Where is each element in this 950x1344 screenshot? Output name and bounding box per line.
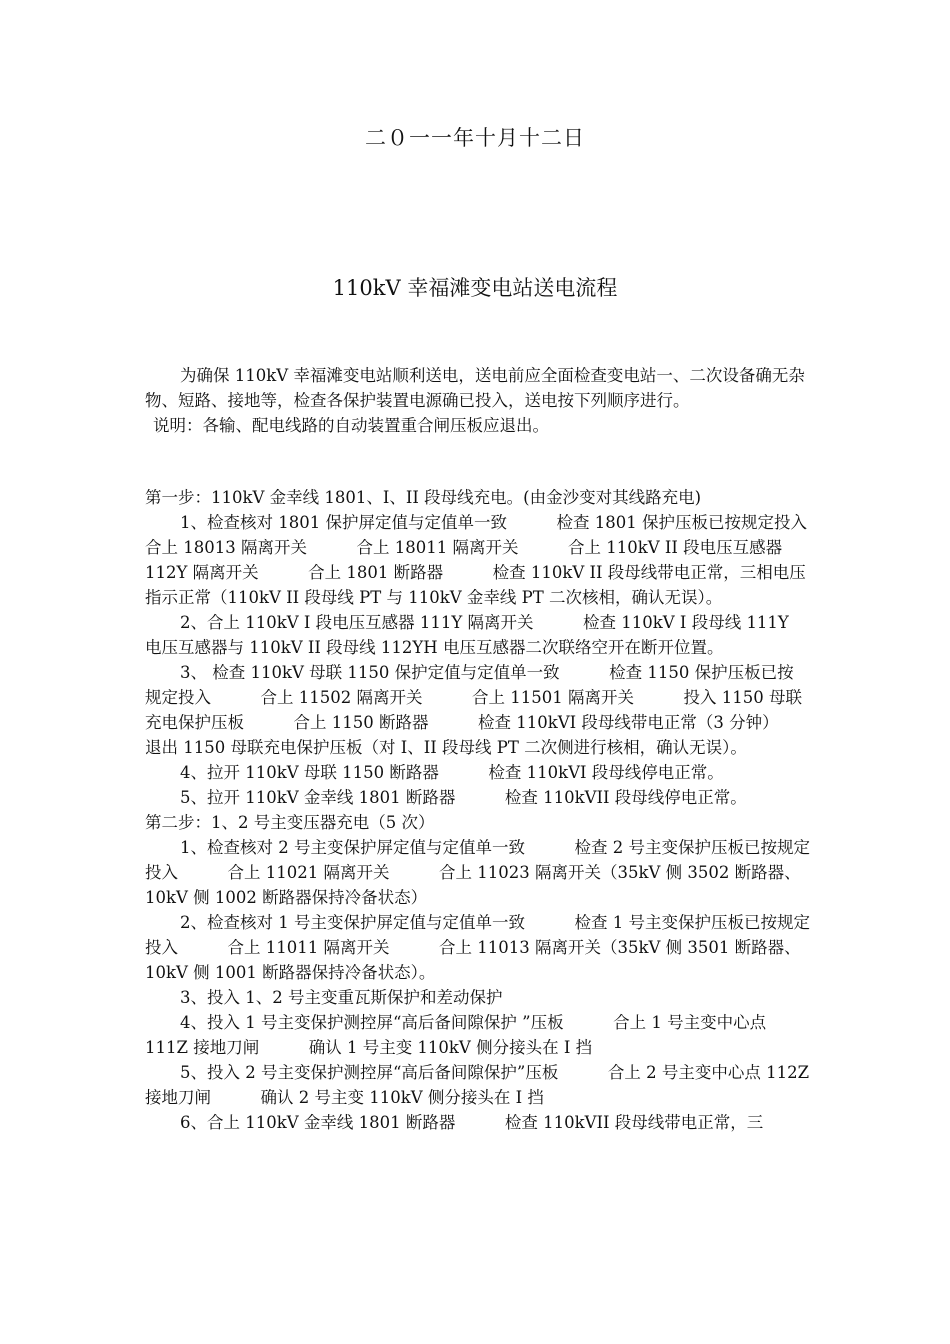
- step-1-item-4: 4、拉开 110kV 母联 1150 断路器 检查 110kVI 段母线停电正常。: [180, 763, 724, 782]
- step-1-item-1: 1、检查核对 1801 保护屏定值与定值单一致 检查 1801 保护压板已按规定投入 合上 18013 隔离开关 合上 18011 隔离开关 合上 110kV II 段电压互感器 112Y 隔离开关 合上 1801 断路器 检查 110kV II 段母线带电正常，三相电压指示正常（110kV II 段母线 PT 与 110kV 金幸线 PT 二次核相，确认无误）。: [145, 513, 857, 607]
- step-2-item-5: 5、投入 2 号主变保护测控屏“高后备间隙保护”压板 合上 2 号主变中心点 112Z 接地刀闸 确认 2 号主变 110kV 侧分接头在 I 挡: [145, 1063, 810, 1107]
- step-2-item-1: 1、检查核对 2 号主变保护屏定值与定值单一致 检查 2 号主变保护压板已按规定投入 合上 11021 隔离开关 合上 11023 隔离开关（35kV 侧 3502 断路器、10kV 侧 1002 断路器保持冷备状态）: [145, 838, 810, 907]
- step-2-item-3: 3、投入 1、2 号主变重瓦斯保护和差动保护: [180, 988, 503, 1007]
- step-2-item-2: 2、检查核对 1 号主变保护屏定值与定值单一致 检查 1 号主变保护压板已按规定投入 合上 11011 隔离开关 合上 11013 隔离开关（35kV 侧 3501 断路器、10kV 侧 1001 断路器保持冷备状态）。: [145, 913, 810, 982]
- steps-section: [145, 485, 857, 1135]
- step-2-item-4: 4、投入 1 号主变保护测控屏“高后备间隙保护 ”压板 合上 1 号主变中心点 111Z 接地刀闸 确认 1 号主变 110kV 侧分接头在 I 挡: [145, 1013, 767, 1057]
- step-2-item-6: 6、合上 110kV 金幸线 1801 断路器 检查 110kVII 段母线带电正常，三: [180, 1113, 764, 1132]
- intro-section: [145, 363, 810, 438]
- intro-note: 说明：各输、配电线路的自动装置重合闸压板应退出。: [153, 416, 549, 435]
- step-1-item-3: 3、 检查 110kV 母联 1150 保护定值与定值单一致 检查 1150 保护压板已按规定投入 合上 11502 隔离开关 合上 11501 隔离开关 投入 1150 母联充电保护压板 合上 1150 断路器 检查 110kVI 段母线带电正常（3 分钟） 退出 1150 母联充电保护压板（对 I、II 段母线 PT 二次侧进行核相，确认无误）。: [145, 663, 820, 757]
- intro-paragraph: 为确保 110kV 幸福滩变电站顺利送电，送电前应全面检查变电站一、二次设备确无杂物、短路、接地等，检查各保护装置电源确已投入，送电按下列顺序进行。: [145, 366, 805, 410]
- document-date: 二０一一年十月十二日: [365, 126, 585, 150]
- document-title: 110kV 幸福滩变电站送电流程: [332, 276, 618, 300]
- step-1-item-2: 2、合上 110kV I 段电压互感器 111Y 隔离开关 检查 110kV I 段母线 111Y 电压互感器与 110kV II 段母线 112YH 电压互感器二次联络空开在断开位置。: [145, 613, 789, 657]
- step-1-heading: 第一步：110kV 金幸线 1801、I、II 段母线充电。(由金沙变对其线路充电): [145, 488, 702, 507]
- step-1-item-5: 5、拉开 110kV 金幸线 1801 断路器 检查 110kVII 段母线停电正常。: [180, 788, 747, 807]
- step-2-heading: 第二步：1、2 号主变压器充电（5 次）: [145, 813, 435, 832]
